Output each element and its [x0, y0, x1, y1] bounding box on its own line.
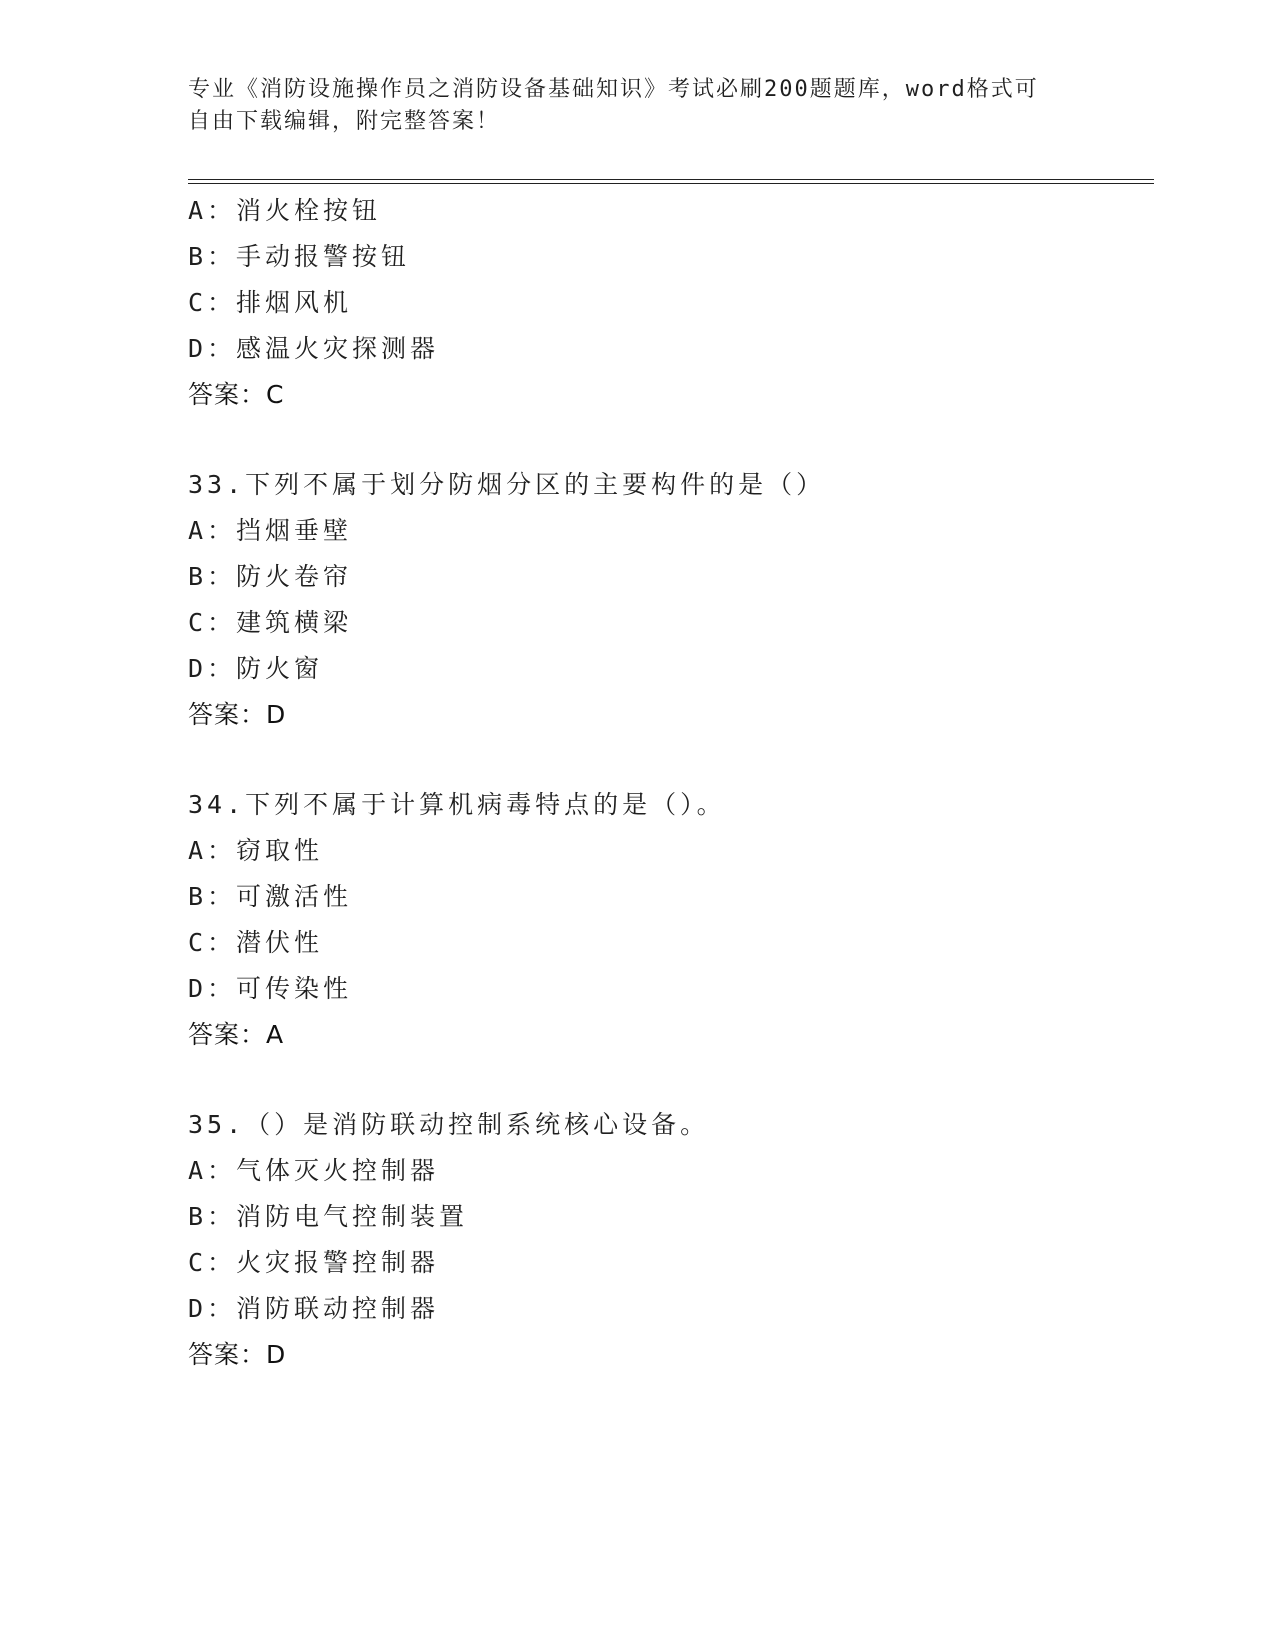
question-text: 35.（）是消防联动控制系统核心设备。: [188, 1110, 710, 1139]
header-line-2: 自由下载编辑，附完整答案！: [188, 109, 501, 134]
option-b: B：可激活性: [188, 882, 353, 911]
option-c: C：排烟风机: [188, 288, 353, 317]
question-33: [188, 462, 1154, 738]
spacer: [188, 738, 1154, 782]
option-d: D：消防联动控制器: [188, 1294, 440, 1323]
question-text: 33.下列不属于划分防烟分区的主要构件的是（）: [188, 470, 826, 499]
spacer: [188, 418, 1154, 462]
option-c: C：潜伏性: [188, 928, 324, 957]
option-a: A：挡烟垂壁: [188, 516, 353, 545]
question-list: [188, 188, 1154, 1378]
question-text: 34.下列不属于计算机病毒特点的是（）。: [188, 790, 726, 819]
option-b: B：手动报警按钮: [188, 242, 411, 271]
option-d: D：可传染性: [188, 974, 353, 1003]
answer-line: 答案：D: [188, 700, 287, 729]
question-34: [188, 782, 1154, 1058]
option-d: D：感温火灾探测器: [188, 334, 440, 363]
option-a: A：消火栓按钮: [188, 196, 382, 225]
option-d: D：防火窗: [188, 654, 324, 683]
option-b: B：消防电气控制装置: [188, 1202, 469, 1231]
header-divider-bottom: [188, 183, 1154, 184]
spacer: [188, 1058, 1154, 1102]
answer-line: 答案：C: [188, 380, 285, 409]
question-32-continued: [188, 188, 1154, 418]
answer-line: 答案：A: [188, 1020, 285, 1049]
option-b: B：防火卷帘: [188, 562, 353, 591]
option-c: C：火灾报警控制器: [188, 1248, 440, 1277]
document-header: [188, 74, 1068, 138]
option-a: A：气体灭火控制器: [188, 1156, 440, 1185]
option-c: C：建筑横梁: [188, 608, 353, 637]
header-divider-top: [188, 179, 1154, 180]
answer-line: 答案：D: [188, 1340, 287, 1369]
question-35: [188, 1102, 1154, 1378]
header-line-1: 专业《消防设施操作员之消防设备基础知识》考试必刷200题题库，word格式可: [188, 77, 1039, 102]
option-a: A：窃取性: [188, 836, 324, 865]
